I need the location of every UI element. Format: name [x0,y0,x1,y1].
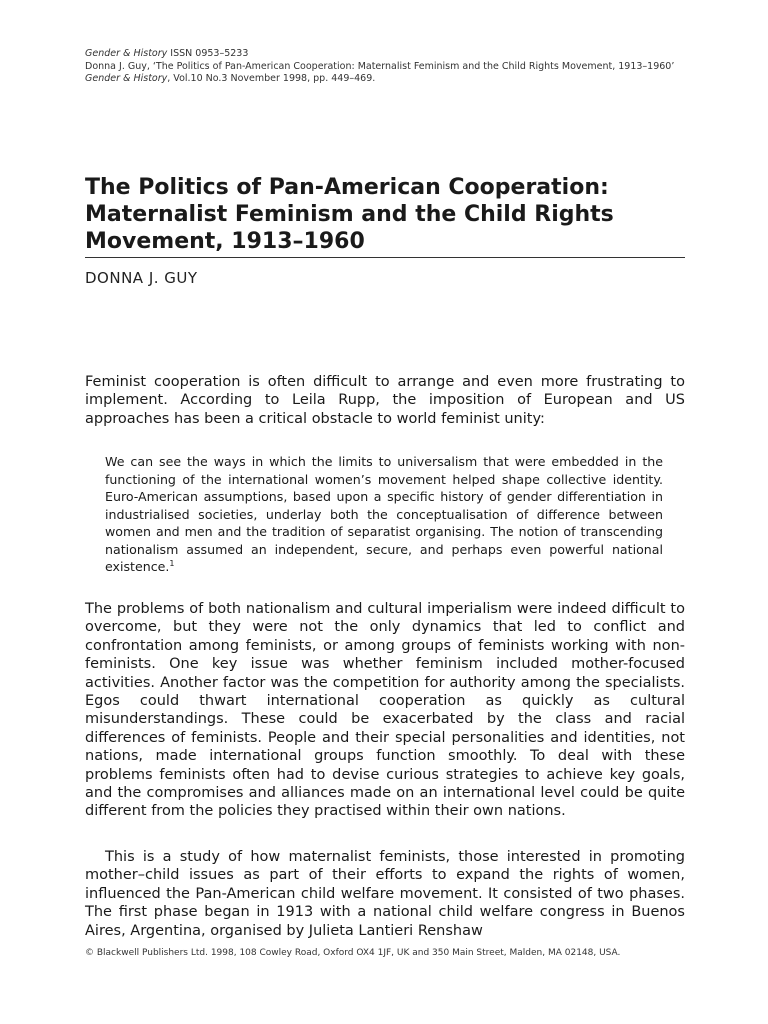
footnote-marker[interactable]: 1 [169,558,175,568]
block-quote-text: We can see the ways in which the limits to universalism that were embedded in the functioning of the international women’s movement helped shape collective identity. Euro-American assumptions, based upon a specific history of gender differentiation in industrialised societies, underlay both the conceptualisation of difference between women and men and the tradition of separatist organising. The notion of transcending nationalism assumed an independent, secure, and perhaps even powerful national existence. [105,454,663,574]
journal-issn-line [85,48,695,61]
body-paragraph-2: The problems of both nationalism and cultural imperialism were indeed difficult to overcome, but they were not the only dynamics that led to conflict and confrontation among feminists, or among groups of feminists working with non-feminists. One key issue was whether feminism included mother-focused activities. Another factor was the competition for authority among the specialists. Egos could thwart international cooperation as quickly as cultural misunderstandings. These could be exacerbated by the class and racial differences of feminists. People and their special personalities and identities, not nations, made international groups function smoothly. To deal with these problems feminists often had to devise curious strategies to achieve key goals, and the compromises and alliances made on an international level could be quite different from the policies they practised within their own nations. [85,601,685,820]
citation-line: Donna J. Guy, ‘The Politics of Pan-American Cooperation: Maternalist Feminism and the Child Rights Movement, 1913–1960’ [85,60,675,72]
article-author: DONNA J. GUY [85,269,198,287]
issn: ISSN 0953–5233 [167,48,249,59]
citation-header [85,48,695,86]
title-divider [85,257,685,258]
copyright-footer: © Blackwell Publishers Ltd. 1998, 108 Cowley Road, Oxford OX4 1JF, UK and 350 Main Street, Malden, MA 02148, USA. [85,948,621,958]
journal-name: Gender & History [85,48,168,59]
block-quote [105,453,663,576]
body-paragraph-1: Feminist cooperation is often difficult to arrange and even more frustrating to implement. According to Leila Rupp, the imposition of European and US approaches has been a critical obstacle to world feminist unity: [85,374,685,427]
volume-line [85,73,695,86]
volume-info: , Vol.10 No.3 November 1998, pp. 449–469. [167,73,376,84]
body-paragraph-3: This is a study of how maternalist feminists, those interested in promoting mother–child issues as part of their efforts to expand the rights of women, influenced the Pan-American child welfare movement. It consisted of two phases. The first phase began in 1913 with a national child welfare congress in Buenos Aires, Argentina, organised by Julieta Lantieri Renshaw [85,849,685,939]
article-title: The Politics of Pan-American Cooperation: Maternalist Feminism and the Child Rights Movement, 1913–1960 [85,175,614,254]
volume-journal-name: Gender & History [85,73,168,84]
